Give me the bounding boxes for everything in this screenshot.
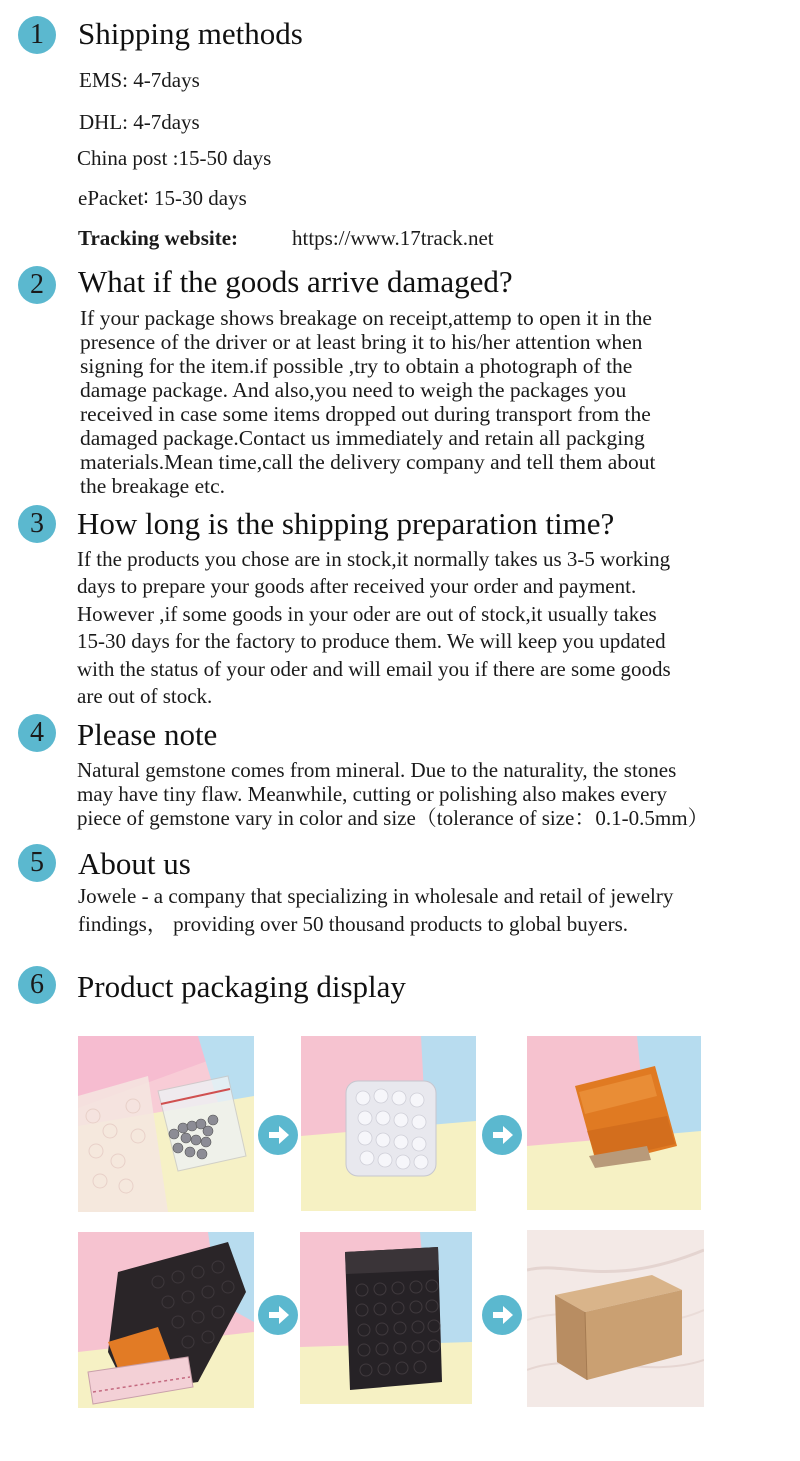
- arrow-right-icon: [258, 1295, 298, 1335]
- note-paragraph-line: may have tiny flaw. Meanwhile, cutting or polishing also makes every: [77, 782, 667, 806]
- packaging-photo-kraft-box: [527, 1230, 704, 1407]
- note-paragraph-line: piece of gemstone vary in color and size（tolerance of size：0.1-0.5mm）: [77, 806, 709, 830]
- section-title-packaging-display: Product packaging display: [77, 969, 406, 1004]
- step-number-1: 1: [18, 16, 56, 54]
- step-number-2: 2: [18, 266, 56, 304]
- note-paragraph-line: Natural gemstone comes from mineral. Due to the naturality, the stones: [77, 758, 677, 782]
- step-number-3: 3: [18, 505, 56, 543]
- section-title-please-note: Please note: [77, 717, 218, 752]
- preparation-paragraph-line: 15-30 days for the factory to produce them. We will keep you updated: [77, 629, 666, 654]
- damaged-paragraph-line: materials.Mean time,call the delivery company and tell them about: [80, 450, 656, 474]
- preparation-paragraph-line: with the status of your oder and will email you if there are some goods: [77, 656, 671, 681]
- damaged-paragraph-line: If your package shows breakage on receipt,attemp to open it in the: [80, 306, 652, 330]
- shipping-china-post: China post :15-50 days: [77, 146, 272, 170]
- arrow-right-icon: [258, 1115, 298, 1155]
- preparation-paragraph-line: are out of stock.: [77, 684, 213, 708]
- section-title-about-us: About us: [78, 846, 191, 881]
- shipping-epacket: ePacket∶ 15-30 days: [78, 186, 247, 210]
- preparation-paragraph-line: If the products you chose are in stock,it normally takes us 3-5 working: [77, 547, 671, 571]
- step-number-5: 5: [18, 844, 56, 882]
- packaging-photo-beads-in-bag: [78, 1036, 254, 1212]
- tracking-url-link[interactable]: https://www.17track.net: [292, 226, 494, 250]
- step-number-6: 6: [18, 966, 56, 1004]
- step-number-4: 4: [18, 714, 56, 752]
- shipping-ems: EMS: 4-7days: [79, 68, 200, 92]
- section-title-damaged: What if the goods arrive damaged?: [78, 264, 513, 299]
- about-paragraph-line: findings， providing over 50 thousand products to global buyers.: [78, 912, 629, 936]
- packaging-photo-bubble-wrap: [301, 1036, 476, 1211]
- packaging-photo-black-mailer-sealed: [300, 1232, 472, 1404]
- damaged-paragraph-line: the breakage etc.: [80, 474, 226, 498]
- damaged-paragraph-line: damaged package.Contact us immediately and retain all packging: [80, 426, 645, 450]
- preparation-paragraph-line: However ,if some goods in your oder are out of stock,it usually takes: [77, 601, 657, 626]
- section-title-preparation-time: How long is the shipping preparation time?: [77, 506, 615, 541]
- packaging-photo-black-mailer-open: [78, 1232, 254, 1408]
- about-paragraph-line: Jowele - a company that specializing in wholesale and retail of jewelry: [78, 884, 674, 908]
- arrow-right-icon: [482, 1115, 522, 1155]
- arrow-right-icon: [482, 1295, 522, 1335]
- damaged-paragraph-line: damage package. And also,you need to weigh the packages you: [80, 378, 627, 402]
- packaging-photo-orange-bag: [527, 1036, 701, 1210]
- tracking-label: Tracking website:: [78, 226, 239, 250]
- shipping-dhl: DHL: 4-7days: [79, 110, 200, 134]
- damaged-paragraph-line: signing for the item.if possible ,try to obtain a photograph of the: [80, 354, 633, 378]
- section-title-shipping-methods: Shipping methods: [78, 16, 303, 51]
- preparation-paragraph-line: days to prepare your goods after received your order and payment.: [77, 574, 637, 599]
- damaged-paragraph-line: presence of the driver or at least bring it to his/her attention when: [80, 330, 643, 354]
- damaged-paragraph-line: received in case some items dropped out during transport from the: [80, 402, 651, 426]
